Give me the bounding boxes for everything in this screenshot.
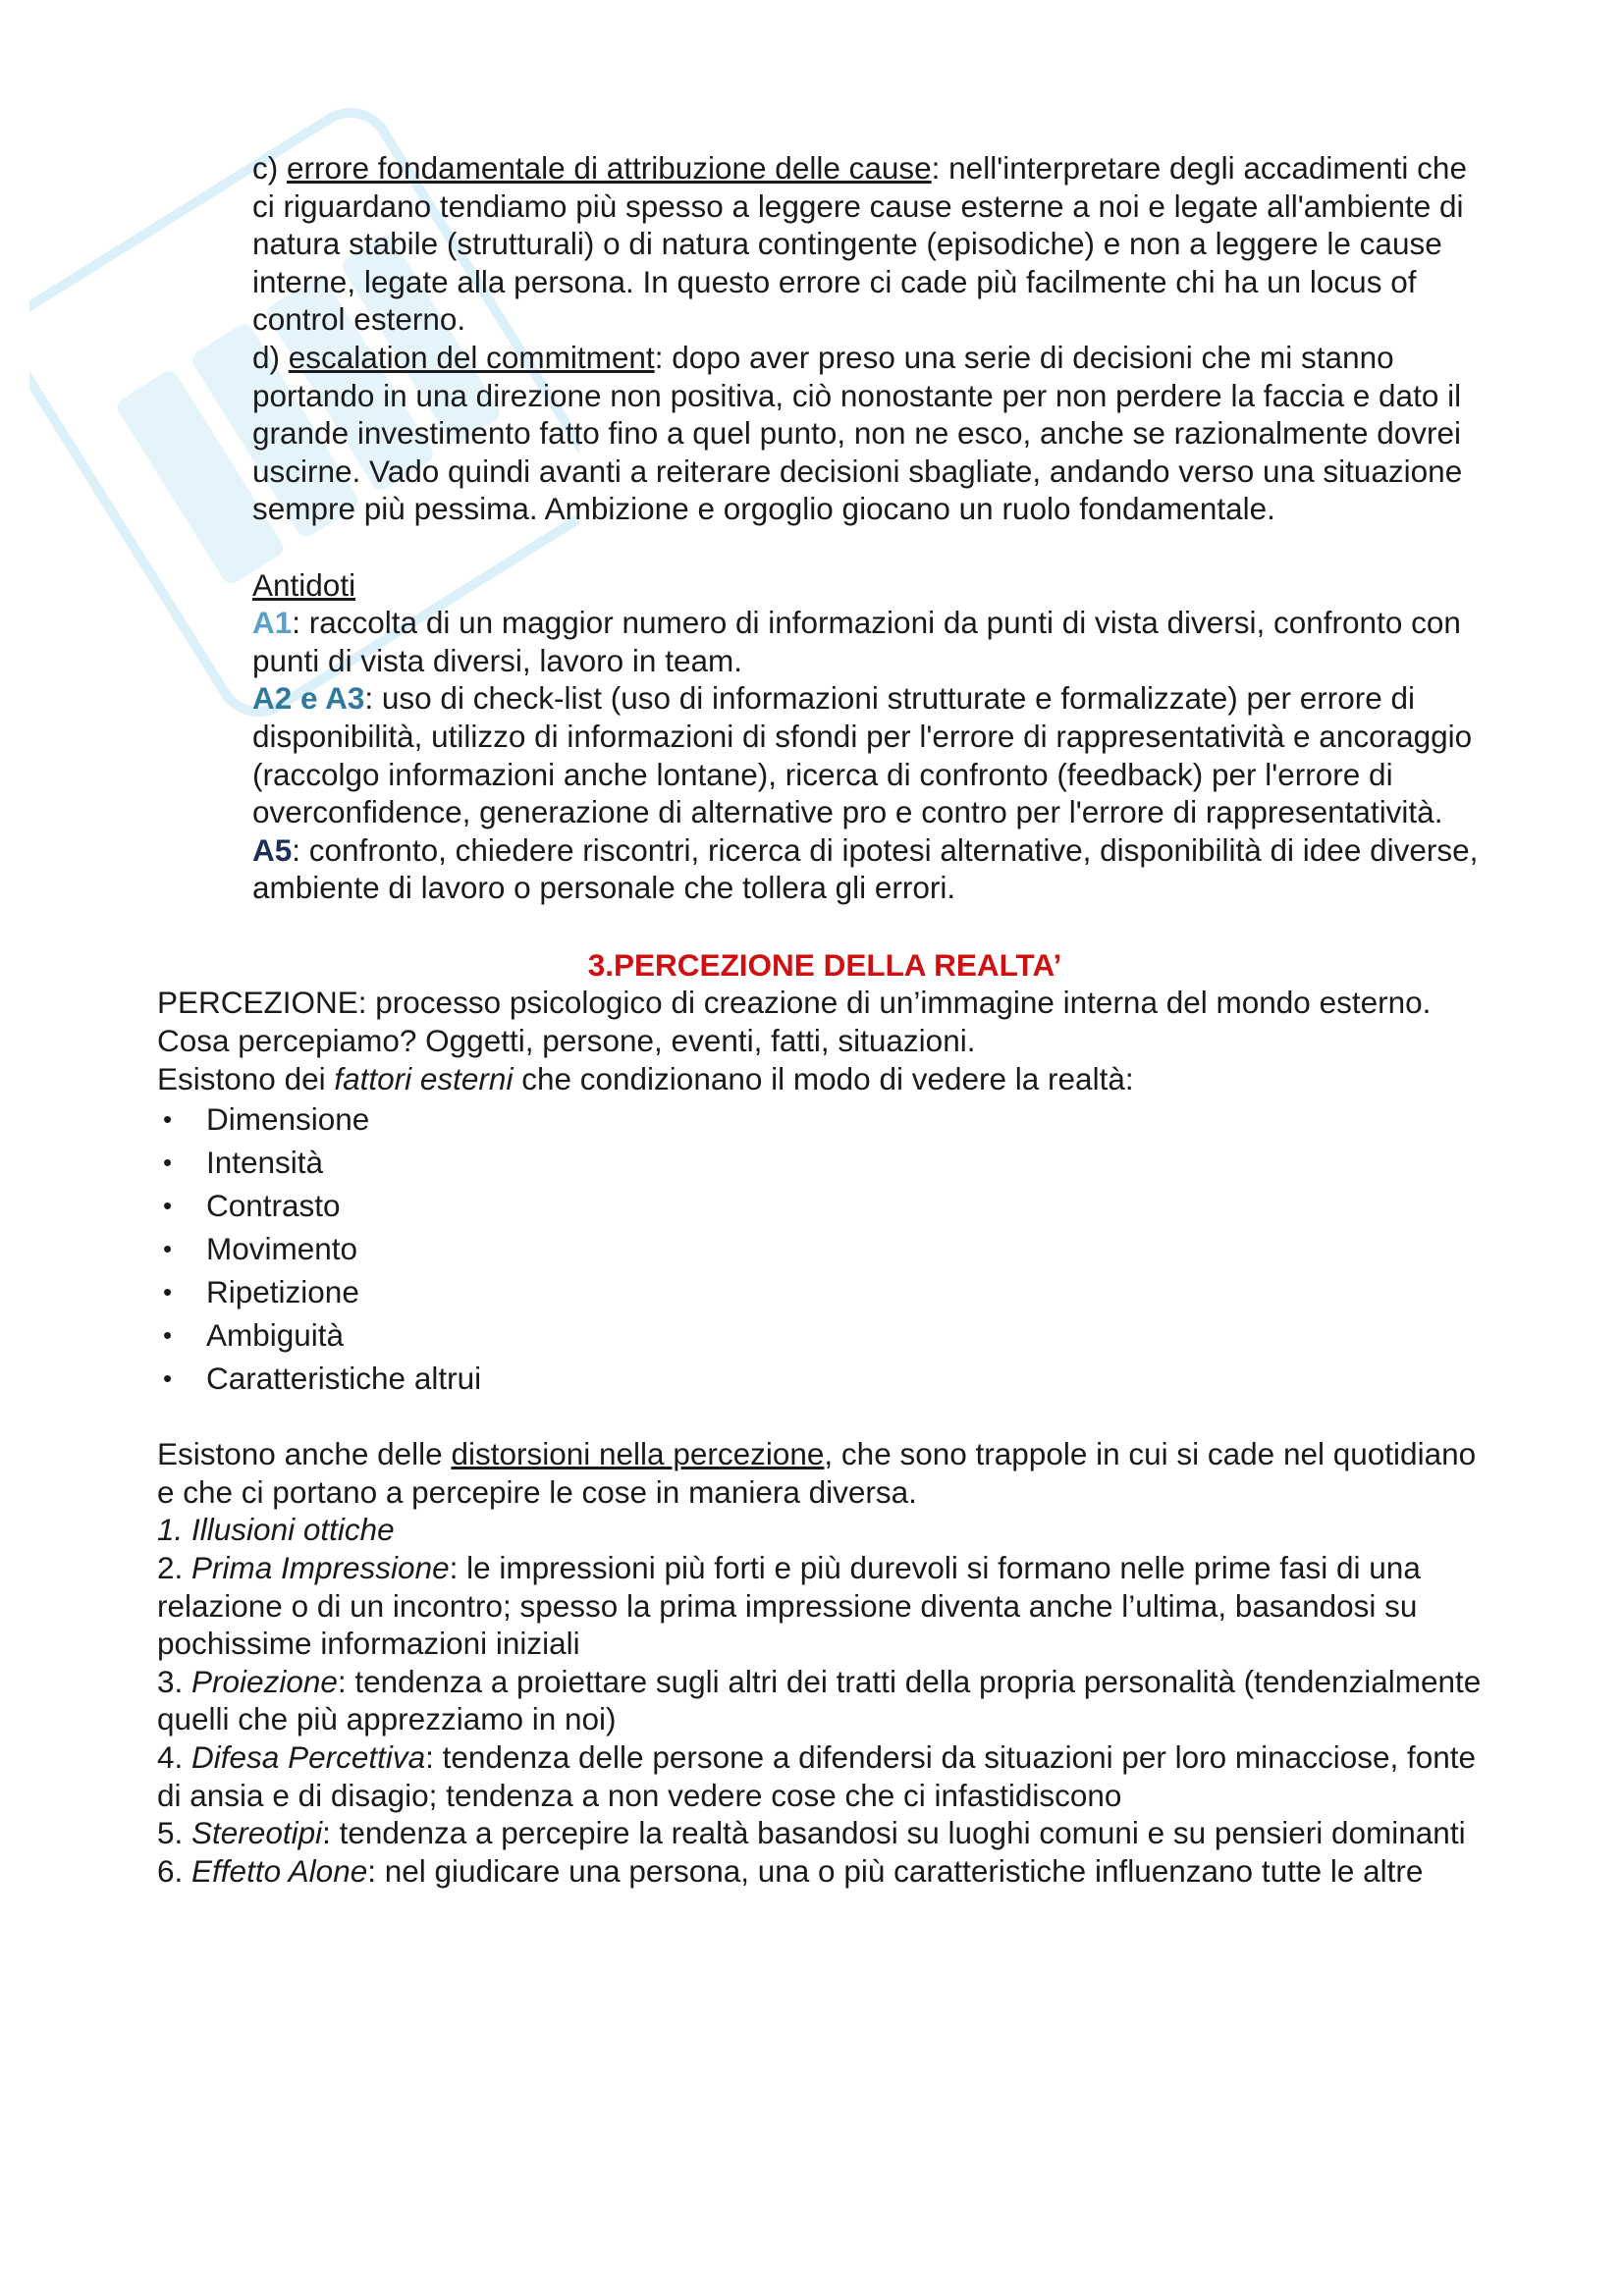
text-italic: fattori esterni — [334, 1060, 514, 1096]
distortion-number: 3. — [157, 1663, 192, 1699]
distortion-name: Proiezione — [191, 1663, 338, 1699]
factor-label: Dimensione — [206, 1101, 370, 1138]
question: Cosa percepiamo? Oggetti, persone, eventi, fatti, situazioni. — [157, 1023, 976, 1059]
factor-item — [157, 1357, 1492, 1400]
bullet-icon: • — [163, 1320, 173, 1351]
distortions-intro — [157, 1435, 1492, 1511]
factor-item — [157, 1313, 1492, 1357]
bullet-icon: • — [163, 1104, 173, 1135]
text-span: Esistono anche delle — [157, 1436, 452, 1472]
antidoto-text: : raccolta di un maggior numero di informazioni da punti di vista diversi, confronto con punti di vista diversi, lavoro in team. — [252, 605, 1461, 678]
factor-label: Intensità — [206, 1145, 324, 1181]
antidoto-label: A1 — [252, 605, 293, 641]
bullet-icon: • — [163, 1363, 173, 1394]
item-prefix: c) — [252, 150, 287, 186]
errors-block — [157, 149, 1492, 907]
distortion-item — [157, 1663, 1492, 1738]
factors-intro — [157, 1060, 1492, 1098]
distortion-name: Stereotipi — [191, 1815, 323, 1851]
factor-label: Movimento — [206, 1231, 358, 1267]
antidoto-text: : confronto, chiedere riscontri, ricerca di ipotesi alternative, disponibilità di idee diverse, ambiente di lavoro o personale che tollera gli errori. — [252, 831, 1479, 906]
distortions-list — [157, 1511, 1492, 1890]
distortion-number: 6. — [157, 1852, 192, 1889]
bullet-icon: • — [163, 1148, 173, 1178]
paragraph-d — [252, 339, 1492, 528]
factor-label: Ripetizione — [206, 1274, 359, 1310]
distortion-name: Difesa Percettiva — [191, 1739, 426, 1775]
text-span: Esistono dei — [157, 1060, 335, 1096]
distortion-name: Effetto Alone — [191, 1852, 368, 1889]
distortion-text: : tendenza a percepire la realtà basandosi su luoghi comuni e su pensieri dominanti — [322, 1815, 1466, 1851]
bullet-icon: • — [163, 1191, 173, 1221]
section-title: 3.PERCEZIONE DELLA REALTA’ — [587, 946, 1062, 983]
distortion-text: : le impressioni più forti e più durevoli si formano nelle prime fasi di una relazione o di un incontro; spesso la prima impressione diventa anche l’ultima, basandosi su pochissime informazioni iniziali — [157, 1550, 1421, 1662]
antidoto-label: A2 e A3 — [252, 680, 365, 717]
text-span: che condizionano il modo di vedere la realtà: — [513, 1060, 1134, 1096]
section-percezione — [157, 946, 1492, 1891]
bullet-icon: • — [163, 1277, 173, 1308]
distortion-item — [157, 1814, 1492, 1852]
text-underlined: distorsioni nella percezione — [451, 1436, 825, 1472]
distortion-text: : tendenza delle persone a difendersi da situazioni per loro minacciose, fonte di ansia e di disagio; tendenza a non vedere cose che ci infastidiscono — [157, 1739, 1477, 1813]
distortion-item — [157, 1549, 1492, 1663]
distortion-number: 4. — [157, 1739, 192, 1775]
factor-label: Contrasto — [206, 1188, 341, 1224]
distortion-number: 1. — [157, 1512, 192, 1548]
factor-item — [157, 1141, 1492, 1184]
distortion-text: : nel giudicare una persona, una o più caratteristiche influenzano tutte le altre — [367, 1852, 1424, 1889]
antidoti-heading: Antidoti — [252, 566, 356, 603]
document-page — [157, 149, 1492, 1890]
term-underlined: escalation del commitment — [288, 339, 655, 375]
term-underlined: errore fondamentale di attribuzione delle cause — [287, 150, 932, 186]
bullet-icon: • — [163, 1234, 173, 1264]
item-text: : nell'interpretare degli accadimenti che ci riguardano tendiamo più spesso a leggere cause esterne a noi e legate all'ambiente di natura stabile (strutturali) o di natura contingente (episodiche) e non a leggere le cause interne, legate alla persona. In questo errore ci cade più facilmente chi ha un locus of control esterno. — [252, 150, 1467, 338]
distortion-number: 5. — [157, 1815, 192, 1851]
distortion-name: Illusioni ottiche — [191, 1512, 395, 1548]
distortion-item — [157, 1738, 1492, 1814]
paragraph-c — [252, 149, 1492, 339]
item-text: : dopo aver preso una serie di decisioni che mi stanno portando in una direzione non positiva, ciò nonostante per non perdere la faccia e dato il grande investimento fatto fino a quel punto, non ne esco, anche se razionalmente dovrei uscirne. Vado quindi avanti a reiterare decisioni sbagliate, andando verso una situazione sempre più pessima. Ambizione e orgoglio giocano un ruolo fondamentale. — [252, 339, 1463, 527]
factor-item — [157, 1184, 1492, 1227]
factor-label: Ambiguità — [206, 1317, 345, 1354]
antidoto-a23 — [252, 679, 1492, 830]
distortion-name: Prima Impressione — [191, 1550, 450, 1586]
factor-label: Caratteristiche altrui — [206, 1361, 482, 1397]
distortion-number: 2. — [157, 1550, 192, 1586]
antidoto-text: : uso di check-list (uso di informazioni strutturate e formalizzate) per errore di disponibilità, utilizzo di informazioni di sfondi per l'errore di rappresentatività e ancoraggio (raccolgo informazioni anche lontane), ricerca di confronto (feedback) per l'errore di overconfidence, generazione di alternative pro e contro per l'errore di rappresentatività. — [252, 680, 1473, 830]
distortion-item — [157, 1511, 1492, 1549]
antidoto-label: A5 — [252, 831, 293, 868]
factors-list — [157, 1097, 1492, 1400]
antidoto-a1 — [252, 604, 1492, 679]
factor-item — [157, 1270, 1492, 1313]
text-span: , che sono trappole in cui si cade nel quotidiano e che ci portano a percepire le cose in maniera diversa. — [157, 1436, 1477, 1510]
definition: PERCEZIONE: processo psicologico di creazione di un’immagine interna del mondo esterno. — [157, 985, 1432, 1021]
antidoto-a5 — [252, 831, 1492, 907]
distortion-text: : tendenza a proiettare sugli altri dei tratti della propria personalità (tendenzialmente quelli che più apprezziamo in noi) — [157, 1663, 1482, 1737]
factor-item — [157, 1097, 1492, 1141]
distortion-item — [157, 1852, 1492, 1891]
item-prefix: d) — [252, 339, 289, 375]
factor-item — [157, 1227, 1492, 1270]
